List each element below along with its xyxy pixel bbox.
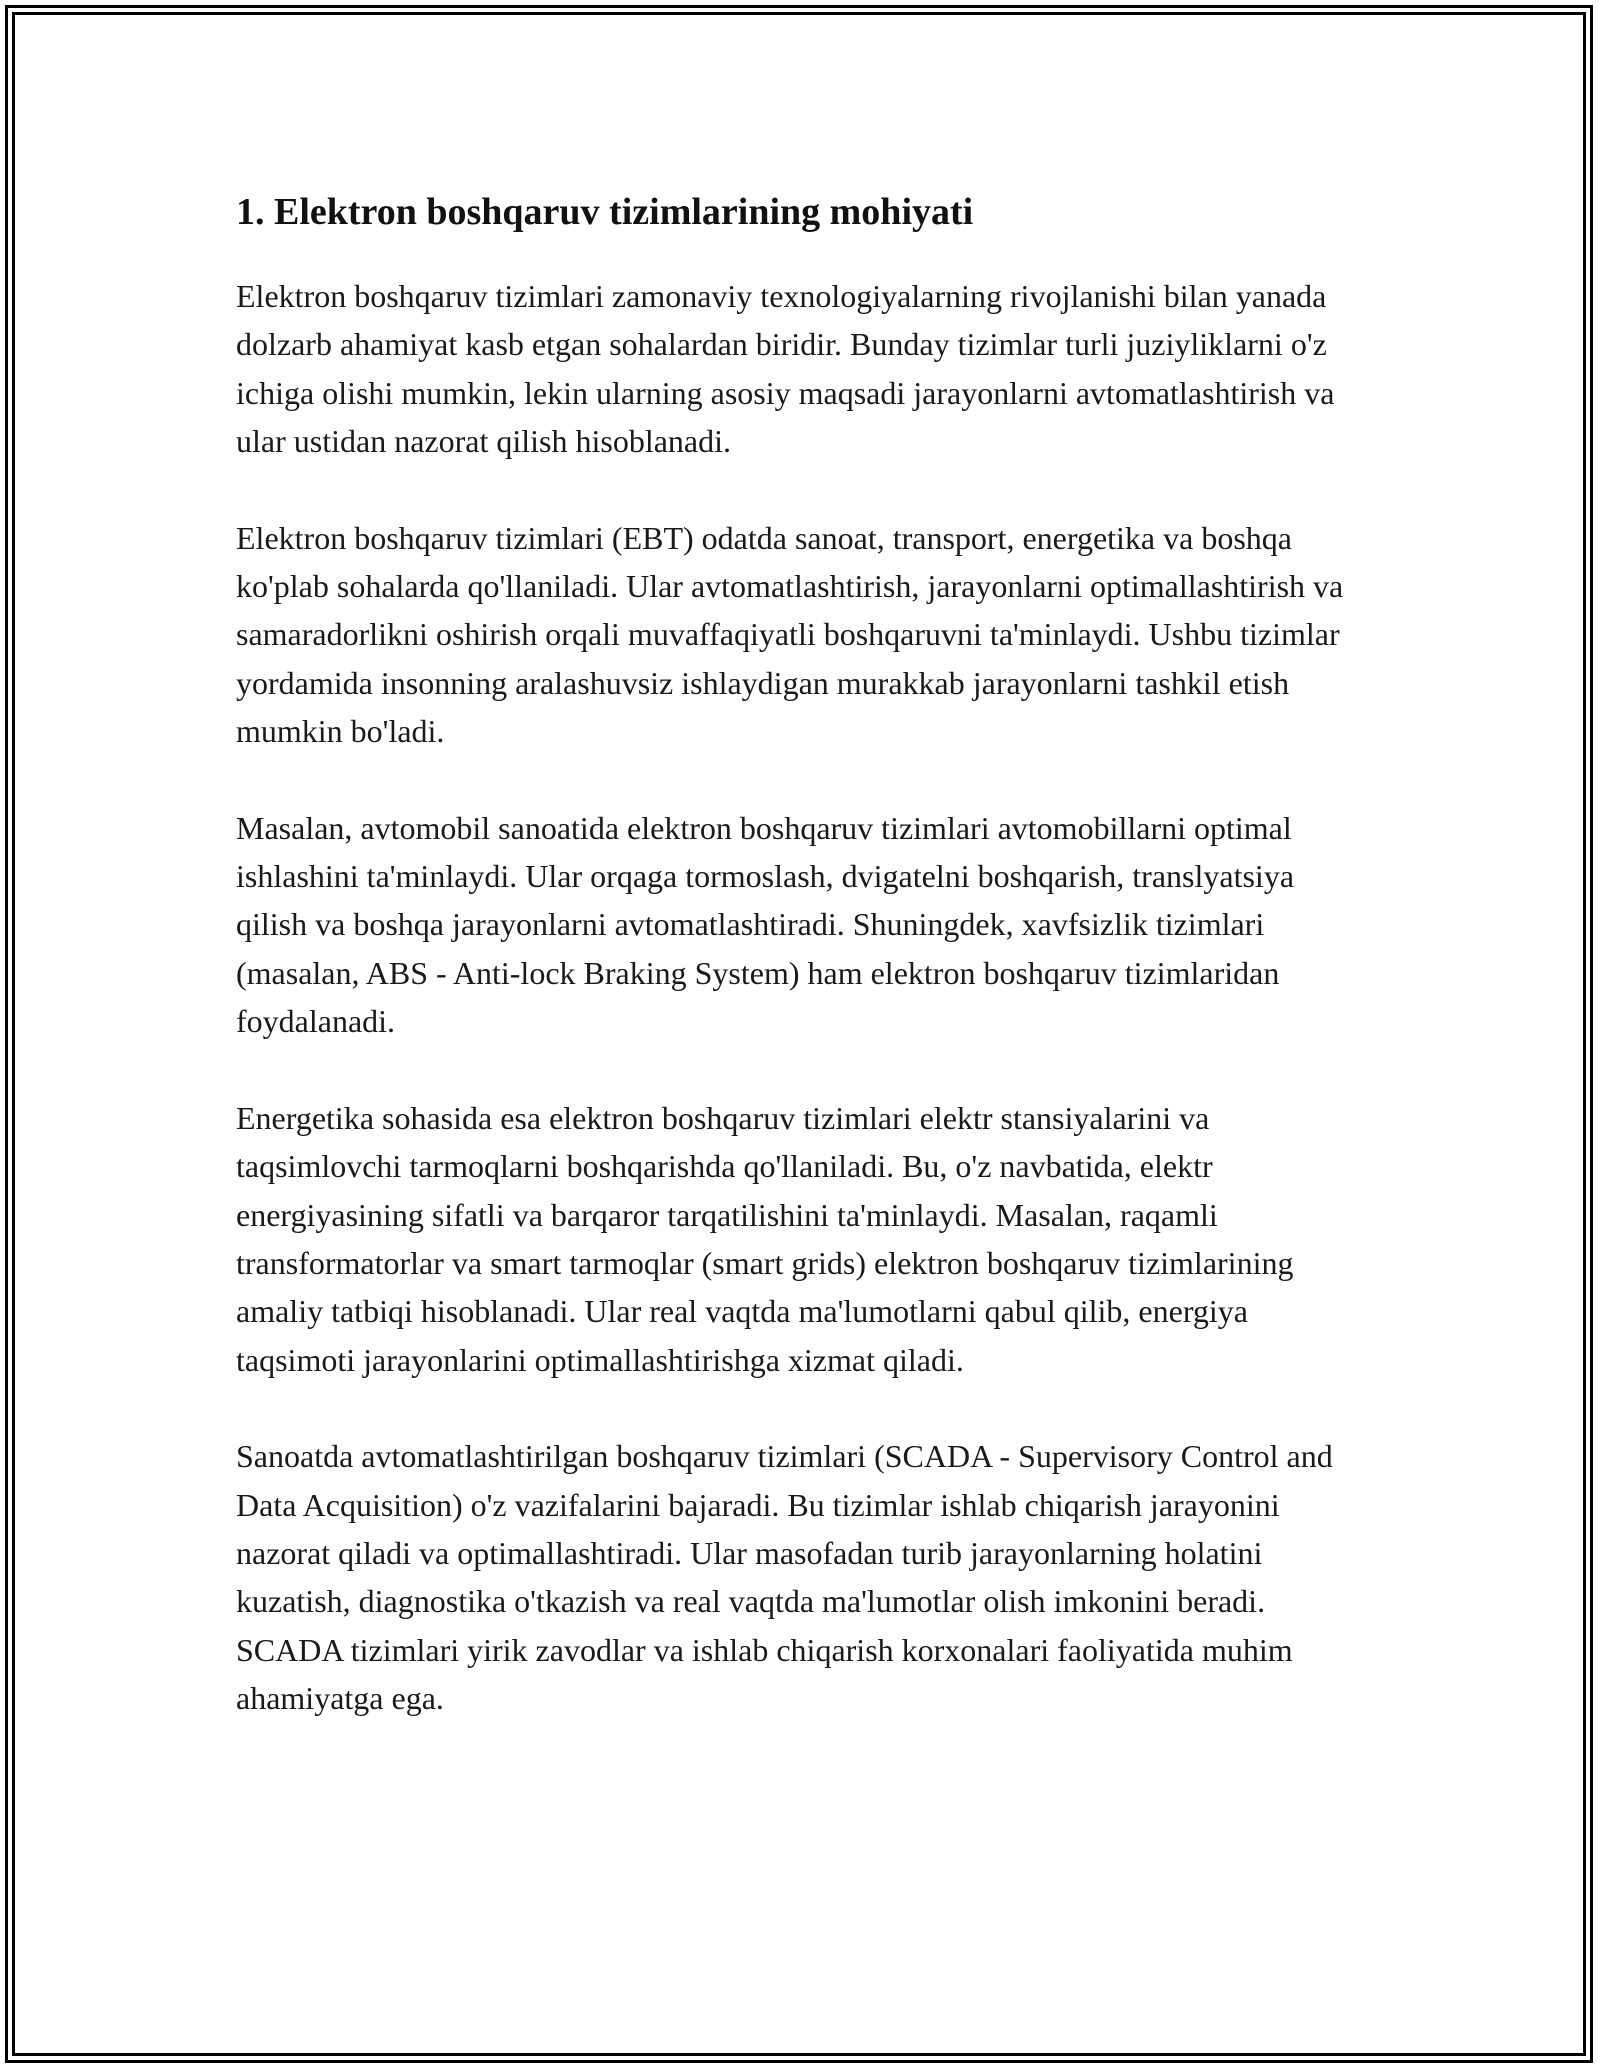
paragraph-scada: Sanoatda avtomatlashtirilgan boshqaruv tizimlari (SCADA - Supervisory Control and Data Acquisition) o'z vazifalarini bajaradi. Bu tizimlar ishlab chiqarish jarayonini nazorat qiladi va optimallashtiradi. Ular masofadan turib jarayonlarning holatini kuzatish, diagnostika o'tkazish va real vaqtda ma'lumotlar olish imkonini beradi. SCADA tizimlari yirik zavodlar va ishlab chiqarish korxonalari faoliyatida muhim ahamiyatga ega.: [236, 1438, 1333, 1717]
paragraph-automotive: Masalan, avtomobil sanoatida elektron boshqaruv tizimlari avtomobillarni optimal ishlashini ta'minlaydi. Ular orqaga tormoslash, dvigatelni boshqarish, translyatsiya qilish va boshqa jarayonlarni avtomatlashtiradi. Shuningdek, xavfsizlik tizimlari (masalan, ABS - Anti-lock Braking System) ham elektron boshqaruv tizimlaridan foydalanadi.: [236, 809, 1295, 1040]
paragraph-ebt-usage: Elektron boshqaruv tizimlari (EBT) odatda sanoat, transport, energetika va boshqa ko'plab sohalarda qo'llaniladi. Ular avtomatlashtirish, jarayonlarni optimallashtirish va samaradorlikni oshirish orqali muvaffaqiyatli boshqaruvni ta'minlaydi. Ushbu tizimlar yordamida insonning aralashuvsiz ishlaydigan murakkab jarayonlarni tashkil etish mumkin bo'ladi.: [236, 519, 1344, 750]
paragraph-energy: Energetika sohasida esa elektron boshqaruv tizimlari elektr stansiyalarini va taqsimlovchi tarmoqlarni boshqarishda qo'llaniladi. Bu, o'z navbatida, elektr energiyasining sifatli va barqaror tarqatilishini ta'minlaydi. Masalan, raqamli transformatorlar va smart tarmoqlar (smart grids) elektron boshqaruv tizimlarining amaliy tatbiqi hisoblanadi. Ular real vaqtda ma'lumotlarni qabul qilib, energiya taqsimoti jarayonlarini optimallashtirishga xizmat qiladi.: [236, 1099, 1294, 1378]
paragraph-intro: Elektron boshqaruv tizimlari zamonaviy texnologiyalarning rivojlanishi bilan yanada dolzarb ahamiyat kasb etgan sohalardan biridir. Bunday tizimlar turli juziyliklarni o'z ichiga olishi mumkin, lekin ularning asosiy maqsadi jarayonlarni avtomatlashtirish va ular ustidan nazorat qilish hisoblanadi.: [236, 278, 1335, 460]
section-heading: 1. Elektron boshqaruv tizimlarining mohiyati: [236, 191, 974, 233]
document-body: [236, 186, 1366, 1771]
